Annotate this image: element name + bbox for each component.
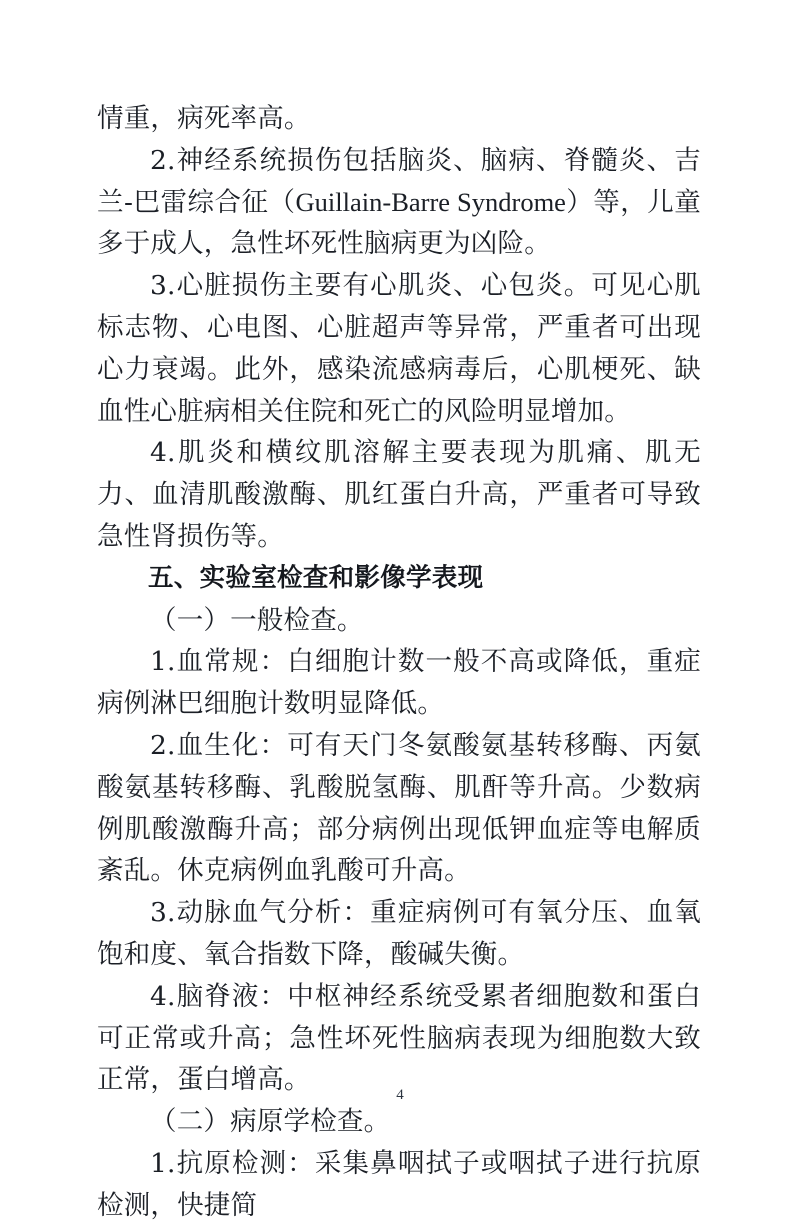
page-number: 4 (396, 1087, 404, 1103)
paragraph-text-before-latin: 2.神经系统损伤包括脑炎、脑病、脊髓炎、吉兰-巴雷综合征（ (97, 144, 701, 218)
paragraph-continuation: 情重，病死率高。 (97, 103, 311, 134)
document-body (97, 98, 701, 1227)
subsection-heading-two: （二）病原学检查。 (150, 1106, 391, 1138)
subsection-heading-one: （一）一般检查。 (150, 604, 364, 636)
paragraph-item-4-myositis: 4.肌炎和横纹肌溶解主要表现为肌痛、肌无力、血清肌酸激酶、肌红蛋白升高，严重者可导致急性肾损伤等。 (97, 437, 701, 552)
section-heading-five: 五、实验室检查和影像学表现 (148, 562, 484, 593)
paragraph-item-1-blood-routine: 1.血常规：白细胞计数一般不高或降低，重症病例淋巴细胞计数明显降低。 (97, 646, 701, 720)
paragraph-item-4-cerebrospinal-fluid: 4.脑脊液：中枢神经系统受累者细胞数和蛋白可正常或升高；急性坏死性脑病表现为细胞数大致正常，蛋白增高。 (97, 980, 701, 1096)
paragraph-item-3-arterial-blood-gas: 3.动脉血气分析：重症病例可有氧分压、血氧饱和度、氧合指数下降，酸碱失衡。 (97, 897, 701, 970)
page-footer (0, 1084, 800, 1104)
paragraph-item-2-blood-biochemistry: 2.血生化：可有天门冬氨酸氨基转移酶、丙氨酸氨基转移酶、乳酸脱氢酶、肌酐等升高。少数病例肌酸激酶升高；部分病例出现低钾血症等电解质紊乱。休克病例血乳酸可升高。 (97, 729, 701, 887)
paragraph-item-3-cardiac: 3.心脏损伤主要有心肌炎、心包炎。可见心肌标志物、心电图、心脏超声等异常，严重者可出现心力衰竭。此外，感染流感病毒后，心肌梗死、缺血性心脏病相关住院和死亡的风险明显增加。 (97, 270, 701, 427)
paragraph-text-after-latin: ）等，儿童多于成人，急性坏死性脑病更为凶险。 (97, 186, 702, 260)
paragraph-item-2-neurological (97, 140, 701, 265)
paragraph-item-1-antigen-detection: 1.抗原检测：采集鼻咽拭子或咽拭子进行抗原检测，快捷简 (97, 1147, 701, 1221)
latin-term-guillain-barre: Guillain-Barre Syndrome (295, 186, 566, 217)
